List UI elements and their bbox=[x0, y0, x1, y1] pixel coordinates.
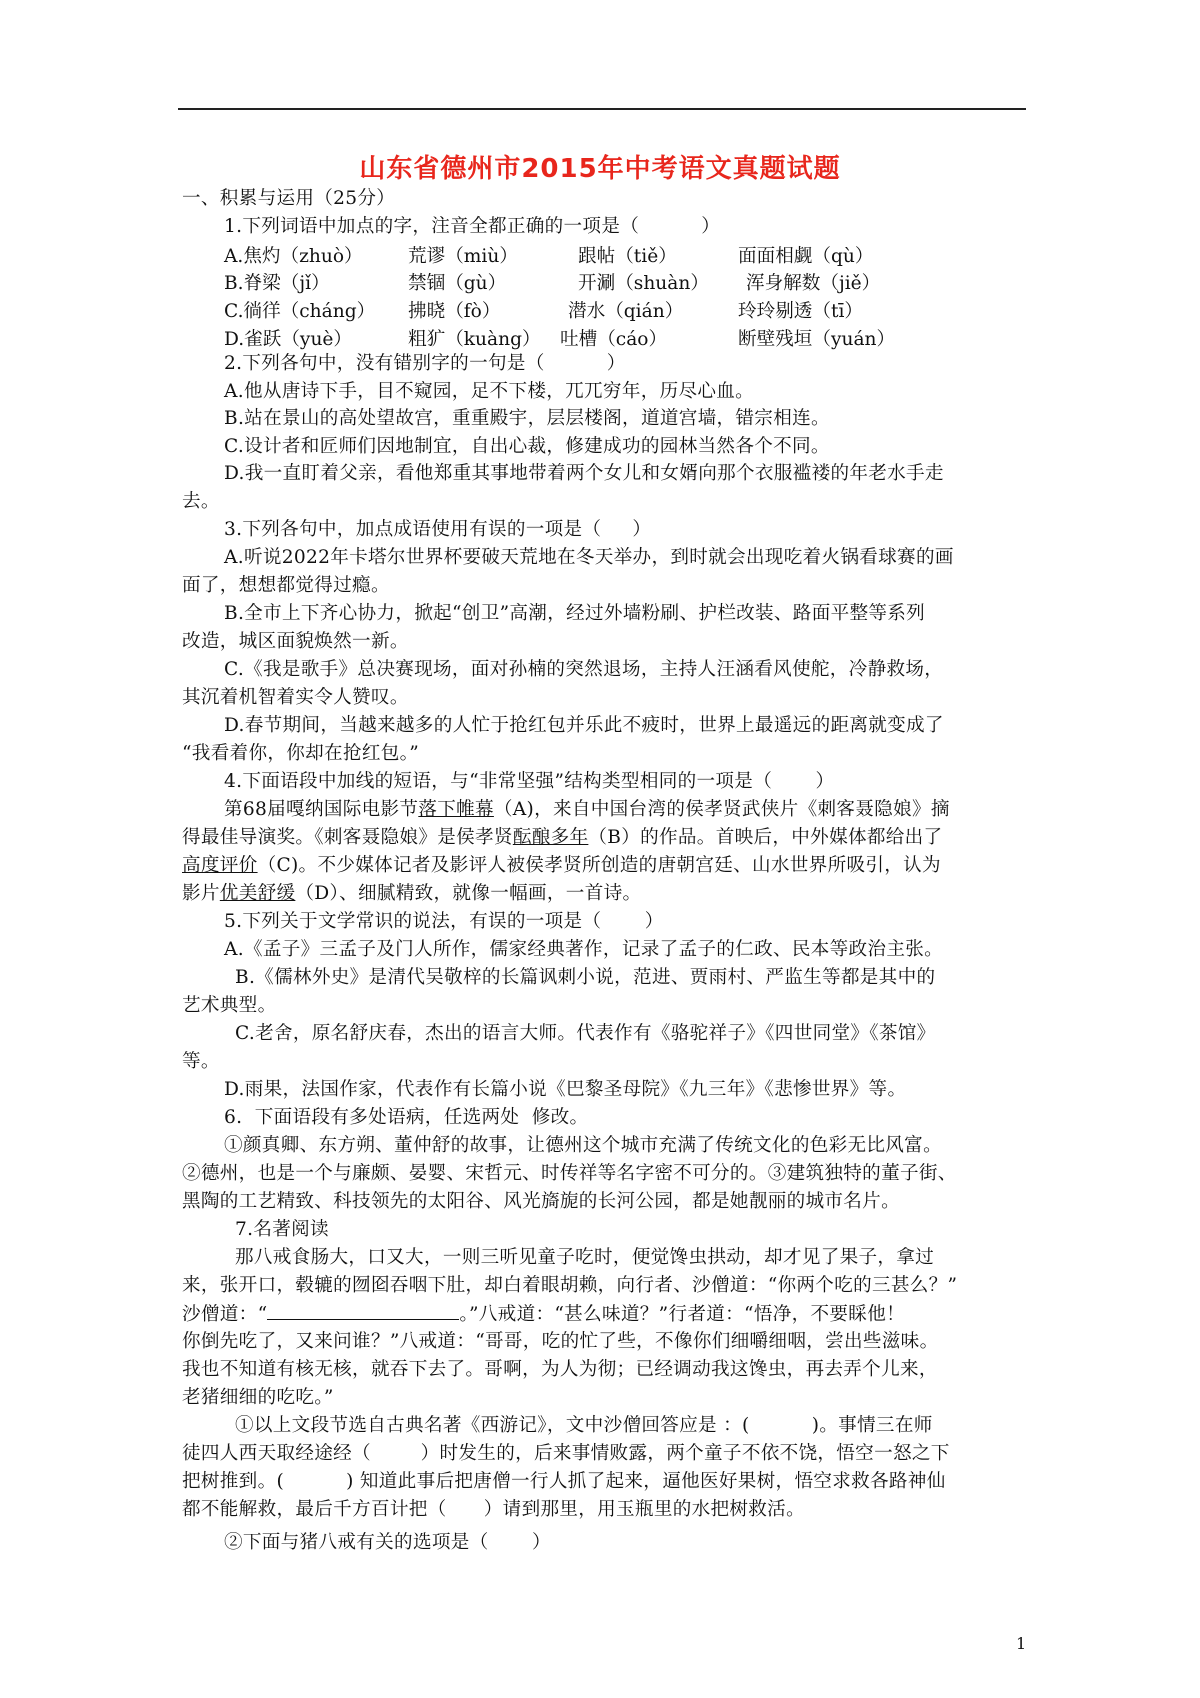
q7-subquestion-1-cont: 徒四人西天取经途经（ ）时发生的，后来事情败露，两个童子不依不饶，悟空一怒之下 bbox=[182, 1443, 950, 1464]
q7-passage-line: 我也不知道有核无核，就吞下去了。哥啊，为人为彻；已经调动我这馋虫，再去弄个儿来， bbox=[182, 1359, 938, 1380]
q2-option-d: D.我一直盯着父亲，看他郑重其事地带着两个女儿和女婿向那个衣服褴褛的年老水手走 bbox=[224, 463, 944, 484]
q5-option-b: B.《儒林外史》是清代吴敬梓的长篇讽刺小说，范进、贾雨村、严监生等都是其中的 bbox=[235, 967, 936, 988]
q4-text: （A)，来自中国台湾的侯孝贤武侠片《刺客聂隐娘》摘 bbox=[493, 799, 950, 820]
q4-passage-line bbox=[224, 797, 950, 823]
q5-option-a: A.《孟子》三孟子及门人所作，儒家经典著作，记录了孟子的仁政、民本等政治主张。 bbox=[224, 939, 944, 960]
q4-underlined-a: 落下帷幕 bbox=[418, 799, 494, 820]
q3-option-b: B.全市上下齐心协力，掀起“创卫”高潮，经过外墙粉刷、护栏改装、路面平整等系列 bbox=[224, 603, 926, 624]
q1-option: 断壁残垣（yuán） bbox=[738, 329, 896, 350]
q4-text: 影片 bbox=[182, 883, 220, 904]
q7-passage-line: 那八戒食肠大，口又大，一则三听见童子吃时，便觉馋虫拱动，却才见了果子，拿过 bbox=[235, 1247, 935, 1268]
q7-stem: 7.名著阅读 bbox=[235, 1219, 329, 1240]
q5-stem: 5.下列关于文学常识的说法，有误的一项是（ ） bbox=[224, 911, 664, 932]
header-rule bbox=[178, 108, 1026, 110]
q2-stem: 2.下列各句中，没有错别字的一句是（ ） bbox=[224, 353, 626, 374]
q3-option-d-cont: “我看着你，你却在抢红包。” bbox=[182, 743, 420, 764]
q5-option-c-cont: 等。 bbox=[182, 1051, 220, 1072]
q7-passage-line: 你倒先吃了，又来问谁？”八戒道：“哥哥，吃的忙了些，不像你们细嚼细咽，尝出些滋味。 bbox=[182, 1331, 939, 1352]
q1-option: D.雀跃（yuè） bbox=[224, 329, 353, 350]
q6-passage-line: 黑陶的工艺精致、科技领先的太阳谷、风光旖旎的长河公园，都是她靓丽的城市名片。 bbox=[182, 1191, 900, 1212]
q4-passage-line bbox=[182, 881, 641, 907]
section-heading: 一、积累与运用（25分） bbox=[182, 188, 396, 209]
q2-option-a: A.他从唐诗下手，目不窥园，足不下楼，兀兀穷年，历尽心血。 bbox=[224, 381, 755, 402]
q4-text: （B）的作品。首映后，中外媒体都给出了 bbox=[588, 827, 943, 848]
q7-text: 。”八戒道：“甚么味道？”行者道：“悟净，不要睬他！ bbox=[459, 1304, 905, 1325]
q4-passage-line bbox=[182, 853, 941, 879]
q4-text: 得最佳导演奖。《刺客聂隐娘》是侯孝贤 bbox=[182, 827, 513, 848]
q3-option-c: C.《我是歌手》总决赛现场，面对孙楠的突然退场，主持人汪涵看风使舵，冷静救场， bbox=[224, 659, 944, 680]
q5-option-c: C.老舍，原名舒庆春，杰出的语言大师。代表作有《骆驼祥子》《四世同堂》《茶馆》 bbox=[235, 1023, 936, 1044]
q2-option-c: C.设计者和匠师们因地制宜，自出心裁，修建成功的园林当然各个不同。 bbox=[224, 436, 830, 457]
q4-stem: 4.下面语段中加线的短语，与“非常坚强”结构类型相同的一项是（ ） bbox=[224, 771, 835, 792]
q3-option-c-cont: 其沉着机智着实令人赞叹。 bbox=[182, 687, 409, 708]
q4-passage-line bbox=[182, 825, 942, 851]
q1-option: 跟帖（tiě） bbox=[578, 246, 677, 267]
q5-option-d: D.雨果，法国作家，代表作有长篇小说《巴黎圣母院》《九三年》《悲惨世界》等。 bbox=[224, 1079, 907, 1100]
answer-blank[interactable] bbox=[267, 1301, 459, 1320]
q5-option-b-cont: 艺术典型。 bbox=[182, 995, 277, 1016]
q1-option: 禁锢（gù） bbox=[408, 273, 507, 294]
q7-passage-line: 老猪细细的吃吃。” bbox=[182, 1387, 334, 1408]
q4-underlined-c: 高度评价 bbox=[182, 855, 258, 876]
q1-option: 面面相觑（qù） bbox=[738, 246, 874, 267]
q7-passage-line bbox=[182, 1301, 905, 1328]
q3-option-a-cont: 面了，想想都觉得过瘾。 bbox=[182, 575, 390, 596]
q1-option: 玲玲剔透（tī） bbox=[738, 301, 863, 322]
q7-subquestion-1-cont: 都不能解救，最后千方百计把（ ）请到那里，用玉瓶里的水把树救活。 bbox=[182, 1499, 805, 1520]
q2-option-d-cont: 去。 bbox=[182, 491, 220, 512]
q4-text: 第68届嘎纳国际电影节 bbox=[224, 799, 419, 820]
q1-option: 粗犷（kuàng） bbox=[408, 329, 541, 350]
q2-option-b: B.站在景山的高处望故宫，重重殿宇，层层楼阁，道道宫墙，错宗相连。 bbox=[224, 408, 830, 429]
q1-option: 浑身解数（jiě） bbox=[746, 273, 881, 294]
q6-passage-line: ②德州，也是一个与廉颇、晏婴、宋哲元、时传祥等名字密不可分的。③建筑独特的董子街、 bbox=[182, 1163, 957, 1184]
page-title: 山东省德州市2015年中考语文真题试题 bbox=[359, 154, 841, 184]
q7-subquestion-1-cont: 把树推到。( ) 知道此事后把唐僧一行人抓了起来，逼他医好果树，悟空求救各路神仙 bbox=[182, 1471, 946, 1492]
q1-option: 拂晓（fò） bbox=[408, 301, 501, 322]
q1-stem: 1.下列词语中加点的字，注音全都正确的一项是（ ） bbox=[224, 216, 721, 237]
q1-option: 荒谬（miù） bbox=[408, 246, 518, 267]
q7-passage-line: 来，张开口，毂辘的囫囵吞咽下肚，却白着眼胡赖，向行者、沙僧道：“你两个吃的三甚么？” bbox=[182, 1275, 958, 1296]
q1-option: A.焦灼（zhuò） bbox=[224, 246, 363, 267]
q4-text: （C)。不少媒体记者及影评人被侯孝贤所创造的唐朝宫廷、山水世界所吸引，认为 bbox=[257, 855, 941, 876]
q7-subquestion-2: ②下面与猪八戒有关的选项是（ ） bbox=[224, 1532, 551, 1553]
q3-stem: 3.下列各句中，加点成语使用有误的一项是（ ） bbox=[224, 519, 652, 540]
page-number: 1 bbox=[1016, 1634, 1027, 1653]
q3-option-b-cont: 改造，城区面貌焕然一新。 bbox=[182, 631, 409, 652]
q3-option-d: D.春节期间，当越来越多的人忙于抢红包并乐此不疲时，世界上最遥远的距离就变成了 bbox=[224, 715, 944, 736]
q1-option: B.脊梁（jǐ） bbox=[224, 273, 330, 294]
q1-option: C.徜徉（cháng） bbox=[224, 301, 376, 322]
q1-option: 开涮（shuàn） bbox=[578, 273, 709, 294]
q4-underlined-d: 优美舒缓 bbox=[219, 883, 296, 904]
q1-option: 吐槽（cáo） bbox=[560, 329, 668, 350]
q4-underlined-b: 酝酿多年 bbox=[512, 827, 589, 848]
q1-option: 潜水（qián） bbox=[568, 301, 684, 322]
q3-option-a: A.听说2022年卡塔尔世界杯要破天荒地在冬天举办，到时就会出现吃着火锅看球赛的画 bbox=[224, 547, 954, 568]
q6-passage-line: ①颜真卿、东方朔、董仲舒的故事，让德州这个城市充满了传统文化的色彩无比风富。 bbox=[224, 1135, 942, 1156]
q4-text: （D）、细腻精致，就像一幅画，一首诗。 bbox=[295, 883, 642, 904]
q6-stem: 6. 下面语段有多处语病，任选两处 修改。 bbox=[224, 1107, 589, 1128]
q7-text: 沙僧道：“ bbox=[182, 1304, 268, 1325]
q7-subquestion-1: ①以上文段节选自古典名著《西游记》，文中沙僧回答应是 ：( )。事情三在师 bbox=[235, 1415, 933, 1436]
